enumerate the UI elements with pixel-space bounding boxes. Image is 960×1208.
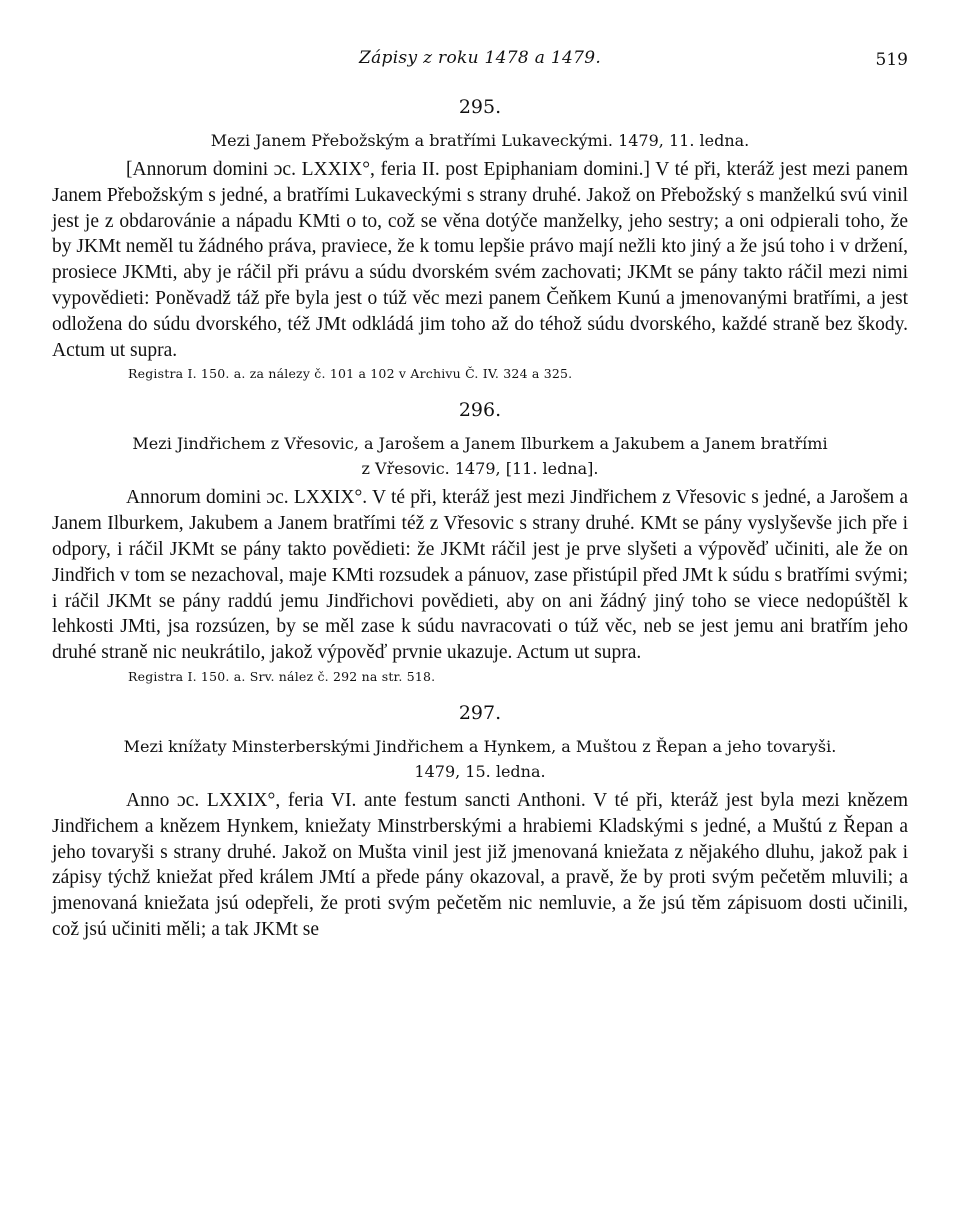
entry-number: 295.: [458, 96, 502, 118]
page-header: [52, 40, 908, 80]
entry-heading: [52, 734, 908, 784]
entry-heading-line-2: z Vřesovic. 1479, [11. ledna].: [361, 459, 599, 479]
entry-heading-line-2: 1479, 15. ledna.: [414, 761, 546, 781]
entry-heading-line: Mezi Jindřichem z Vřesovic, a Jarošem a Janem Ilburkem a Jakubem a Janem bratřími: [132, 434, 828, 454]
entry-source: Registra I. 150. a. Srv. nález č. 292 na str. 518.: [128, 668, 436, 684]
entry-body: [Annorum domini ɔc. LXXIX°, feria II. post Epiphaniam domini.] V té při, kteráž jest mezi panem Janem Přebožským s jedné, a bratřími Lukaveckými s strany druhé. Jakož on Přebožský s manželkú svú vinil jest je z obdarovánie a nápadu KMti o to, což se věna dotýče manželky, jeho sestry; a oni odpierali toho, že by JKMt neměl tu žádného práva, praviece, že k tomu lepšie právo mají nežli kto jiný a že jsú toho i v držení, prosiece JKMti, aby je ráčil při právu a súdu dvorském svém zachovati; JKMt se pány takto ráčil mezi nimi vypovědieti: Poněvadž táž pře byla jest o túž věc mezi panem Čeňkem Kunú a jmenovanými bratřími, a jest odložena do súdu dvorského, též JMt odkládá jim toho až do téhož súdu dvorského, každé straně bez škody. Actum ut supra.: [52, 159, 908, 361]
entry-heading: [52, 128, 908, 153]
entry-heading-line: Mezi knížaty Minsterberskými Jindřichem a Hynkem, a Muštou z Řepan a jeho tovaryši.: [123, 736, 837, 756]
entry-297: [52, 702, 908, 943]
entry-body: Anno ɔc. LXXIX°, feria VI. ante festum sancti Anthoni. V té při, kteráž jest byla mezi knězem Jindřichem a knězem Hynkem, kniežaty Minstrberskými a hrabiemi Kladskými s jedné, a Muštú z Řepan a jeho tovaryši s strany druhé. Jakož on Mušta vinil jest již jmenovaná kniežata z nějakého dluhu, jakož pak i zápisy týchž kniežat před králem JMtí a přede pány okazoval, a pravě, že by proti svým pečetěm mluvili; a jmenovaná kniežata jsú odepřeli, že proti svým pečetěm nic nemluvie, a že jsú těm zápisuom dosti učinili, což jsú učiniti měli; a tak JKMt se: [52, 789, 908, 940]
running-title: Zápisy z roku 1478 a 1479.: [358, 48, 602, 68]
document-page: [52, 40, 908, 943]
entry-296: [52, 399, 908, 686]
entry-heading: [52, 431, 908, 481]
entry-heading-line: Mezi Janem Přebožským a bratřími Lukaveckými. 1479, 11. ledna.: [210, 131, 750, 150]
entry-body: Annorum domini ɔc. LXXIX°. V té při, kteráž jest mezi Jindřichem z Vřesovic s jedné, a Jarošem a Janem Ilburkem, Jakubem a Janem bratřími též z Vřesovic s strany druhé. KMt se pány vyslyševše jich pře i odpory, i ráčil JKMt se pány takto povědieti: že JKMt ráčil jest je prve slyšeti a výpověď učiniti, ale že on Jindřich v tom se nezachoval, maje KMti rozsudek a pánuov, zase přistúpil před JMt k súdu s bratřími svými; i ráčil JKMt se pány raddú jemu Jindřichovi povědieti, aby on ani žádný jiný toho se viece nedopúštěl k lehkosti JMti, jsa rozsúzen, by se měl zase k súdu navracovati o túž věc, neb se jest jemu ani bratřím jeho druhé straně nic neukrátilo, jakož výpověď prvnie ukazuje. Actum ut supra.: [52, 487, 908, 664]
entry-number: 297.: [458, 701, 502, 724]
entry-number: 296.: [458, 399, 502, 422]
page-number: 519: [875, 50, 908, 70]
entry-source: Registra I. 150. a. za nálezy č. 101 a 102 v Archivu Č. IV. 324 a 325.: [128, 366, 573, 382]
entry-295: [52, 96, 908, 383]
